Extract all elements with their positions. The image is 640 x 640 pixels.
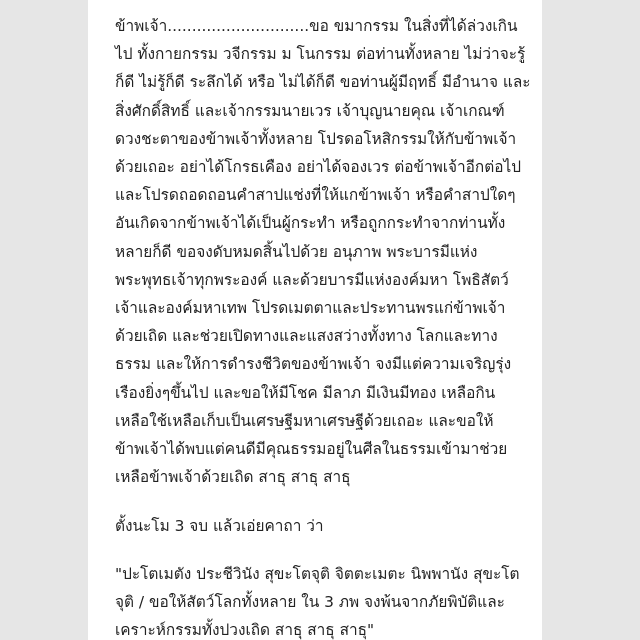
text-line: หลายก็ดี ขอจงดับหมดสิ้นไปด้วย อนุภาพ พระบารมีแห่ง [115,242,478,261]
text-line: จุติ / ขอให้สัตว์โลกทั้งหลาย ใน 3 ภพ จงพ้นจากภัยพิบัติและ [115,592,505,611]
text-line: เจ้าและองค์มหาเทพ โปรดเมตตาและประทานพรแก่ข้าพเจ้า [115,299,506,318]
text-line: เรืองยิ่งๆขึ้นไป และขอให้มีโชค มีลาภ มีเงินมีทอง เหลือกิน [115,383,496,402]
apology-paragraph [115,12,542,491]
text-line: เหลือข้าพเจ้าด้วยเถิด สาธุ สาธุ สาธุ [115,468,351,487]
text-line: ข้าพเจ้า.............................ขอ ขมากรรม ในสิ่งที่ได้ล่วงเกิน [115,17,518,35]
text-line: สิ่งศักดิ์สิทธิ์ และเจ้ากรรมนายเวร เจ้าบุญนายคุณ เจ้าเกณฑ์ [115,101,505,120]
text-line: เหลือใช้เหลือเก็บเป็นเศรษฐีมหาเศรษฐีด้วยเถอะ และขอให้ [115,411,494,430]
text-line: ข้าพเจ้าได้พบแต่คนดีมีคุณธรรมอยู่ในศีลในธรรมเข้ามาช่วย [115,440,508,459]
text-line: พระพุทธเจ้าทุกพระองค์ และด้วยบารมีแห่งองค์มหา โพธิสัตว์ [115,270,509,289]
text-line: ธรรม และให้การดำรงชีวิตของข้าพเจ้า จงมีแต่ความเจริญรุ่ง [115,355,512,374]
document-text [88,0,542,640]
text-line: ด้วยเถอะ อย่าได้โกรธเคือง อย่าได้จองเวร ต่อข้าพเจ้าอีกต่อไป [115,158,521,177]
text-line: ด้วยเถิด และช่วยเปิดทางและแสงสว่างทั้งทาง โลกและทาง [115,327,498,346]
text-line: ตั้งนะโม 3 จบ แล้วเอ่ยคาถา ว่า [115,517,324,536]
instruction-paragraph [115,512,542,540]
text-line: ก็ดี ไม่รู้ก็ดี ระลึกได้ หรือ ไม่ได้ก็ดี ขอท่านผู้มีฤทธิ์ มีอำนาจ และ [115,73,531,92]
text-line: อันเกิดจากข้าพเจ้าได้เป็นผู้กระทำ หรือถูกกระทำจากท่านทั้ง [115,214,506,233]
text-line: และโปรดถอดถอนคำสาปแช่งที่ให้แกข้าพเจ้า หรือคำสาปใดๆ [115,186,516,205]
document-page [88,0,542,640]
text-line: "ปะโตเมตัง ประชีวินัง สุขะโตจุติ จิตตะเมตะ นิพพานัง สุขะโต [115,564,520,583]
text-line: ไป ทั้งกายกรรม วจีกรรม ม โนกรรม ต่อท่านทั้งหลาย ไม่ว่าจะรู้ [115,45,526,64]
paragraph-spacer [115,491,542,512]
chant-paragraph [115,560,542,640]
text-line: ดวงชะตาของข้าพเจ้าทั้งหลาย โปรดอโหสิกรรมให้กับข้าพเจ้า [115,129,517,148]
paragraph-spacer [115,541,542,560]
text-line: เคราะห์กรรมทั้งปวงเถิด สาธุ สาธุ สาธุ" [115,621,375,640]
